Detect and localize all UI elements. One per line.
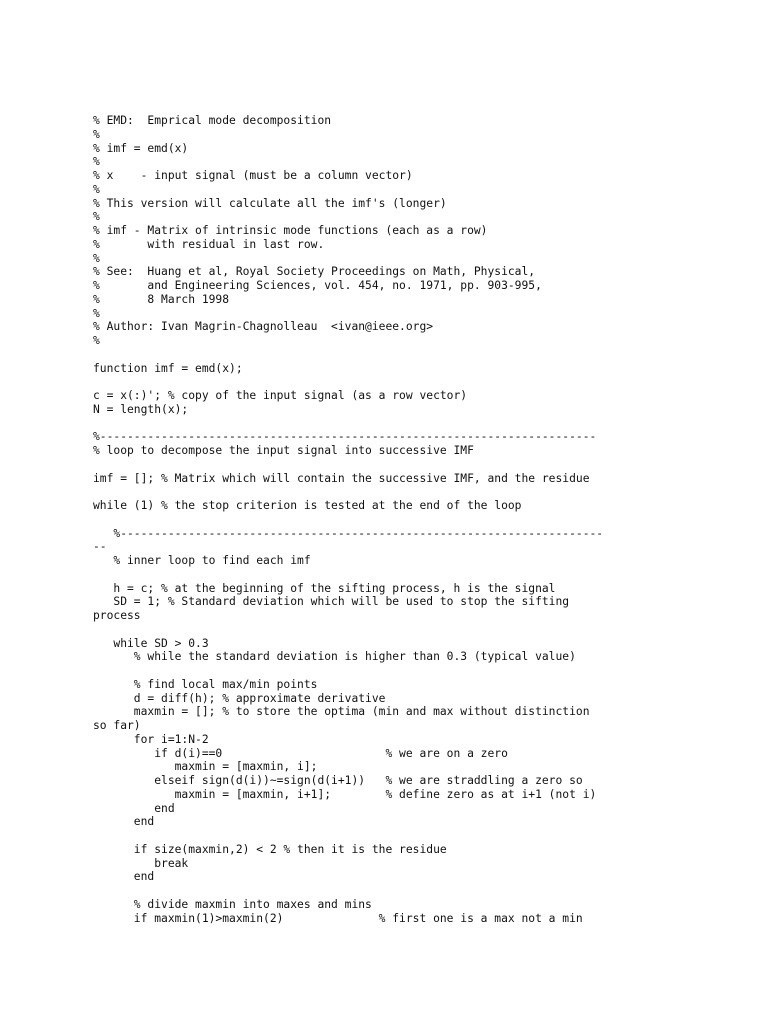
comment-line: % imf = emd(x) xyxy=(93,141,189,155)
comment-line: % xyxy=(93,127,100,141)
code-line: d = diff(h); % approximate derivative xyxy=(93,691,386,705)
code-line: maxmin = [maxmin, i+1]; % define zero as at i+1 (not i) xyxy=(93,787,597,801)
comment-line: % find local max/min points xyxy=(93,677,318,691)
comment-line: % See: Huang et al, Royal Society Proceedings on Math, Physical, xyxy=(93,265,536,279)
code-line: if size(maxmin,2) < 2 % then it is the residue xyxy=(93,842,447,856)
blank-line xyxy=(93,348,763,362)
comment-line: % Author: Ivan Magrin-Chagnolleau <ivan@ieee.org> xyxy=(93,320,434,334)
code-listing xyxy=(93,114,763,925)
comment-line: % xyxy=(93,182,100,196)
blank-line xyxy=(93,513,763,527)
comment-line: % xyxy=(93,334,100,347)
code-line: end xyxy=(93,801,175,815)
blank-line xyxy=(93,664,763,678)
blank-line xyxy=(93,623,763,637)
blank-line xyxy=(93,417,763,431)
blank-line xyxy=(93,375,763,389)
comment-line: % xyxy=(93,210,100,224)
code-line: break xyxy=(93,856,189,870)
comment-line: % x - input signal (must be a column vector) xyxy=(93,169,413,182)
code-line: end xyxy=(93,815,155,829)
blank-line xyxy=(93,485,763,499)
code-line: maxmin = []; % to store the optima (min and max without distinction xyxy=(93,705,590,719)
blank-line xyxy=(93,829,763,843)
code-line: imf = []; % Matrix which will contain the successive IMF, and the residue xyxy=(93,471,590,485)
comment-line: % xyxy=(93,251,100,265)
code-line: so far) xyxy=(93,719,141,732)
code-line: if d(i)==0 % we are on a zero xyxy=(93,746,508,760)
code-line: process xyxy=(93,609,141,622)
comment-line: % and Engineering Sciences, vol. 454, no. 1971, pp. 903-995, xyxy=(93,279,542,292)
code-line: N = length(x); xyxy=(93,402,189,416)
comment-line: % xyxy=(93,155,100,169)
comment-line: %----------------------------------------------------------------------- xyxy=(93,526,604,540)
comment-line: % EMD: Emprical mode decomposition xyxy=(93,114,332,127)
code-line: for i=1:N-2 xyxy=(93,732,209,746)
code-line: while (1) % the stop criterion is tested at the end of the loop xyxy=(93,499,522,512)
blank-line xyxy=(93,568,763,582)
comment-line: % This version will calculate all the imf's (longer) xyxy=(93,196,447,210)
code-line: -- xyxy=(93,540,107,554)
comment-line: %------------------------------------------------------------------------- xyxy=(93,430,597,444)
comment-line: % imf - Matrix of intrinsic mode functions (each as a row) xyxy=(93,224,488,237)
code-line: c = x(:)'; % copy of the input signal (as a row vector) xyxy=(93,389,468,402)
code-line: maxmin = [maxmin, i]; xyxy=(93,760,318,774)
code-line: function imf = emd(x); xyxy=(93,361,243,375)
comment-line: % inner loop to find each imf xyxy=(93,554,311,567)
blank-line xyxy=(93,458,763,472)
comment-line: % with residual in last row. xyxy=(93,237,325,251)
code-line: h = c; % at the beginning of the sifting process, h is the signal xyxy=(93,581,556,595)
comment-line: % loop to decompose the input signal into successive IMF xyxy=(93,444,474,457)
code-line: SD = 1; % Standard deviation which will be used to stop the sifting xyxy=(93,595,570,609)
comment-line: % while the standard deviation is higher than 0.3 (typical value) xyxy=(93,650,576,664)
comment-line: % xyxy=(93,306,100,320)
comment-line: % 8 March 1998 xyxy=(93,292,230,306)
code-line: while SD > 0.3 xyxy=(93,636,209,650)
code-line: elseif sign(d(i))~=sign(d(i+1)) % we are straddling a zero so xyxy=(93,774,583,787)
blank-line xyxy=(93,884,763,898)
code-line: end xyxy=(93,870,155,884)
code-line: if maxmin(1)>maxmin(2) % first one is a max not a min xyxy=(93,911,583,925)
comment-line: % divide maxmin into maxes and mins xyxy=(93,897,372,911)
